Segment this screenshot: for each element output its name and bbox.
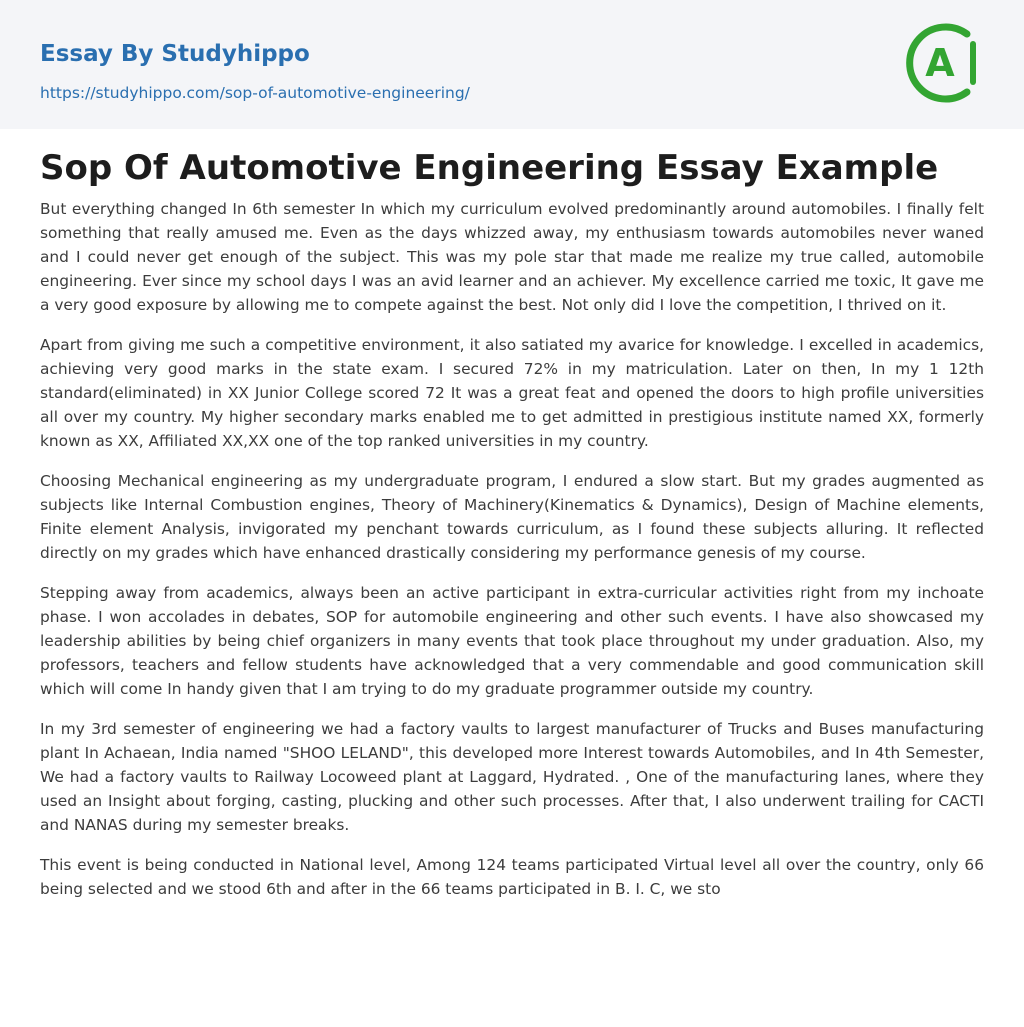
page-url-link[interactable]: https://studyhippo.com/sop-of-automotive-engineering/	[40, 84, 470, 102]
page-title: Sop Of Automotive Engineering Essay Example	[40, 148, 939, 188]
paragraph-5: In my 3rd semester of engineering we had a factory vaults to largest manufacturer of Trucks and Buses manufacturing plant In Achaean, India named "SHOO LELAND", this developed more Interest towards Automobiles, and In 4th Semester, We had a factory vaults to Railway Locoweed plant at Laggard, Hydrated. , One of the manufacturing lanes, where they used an Insight about forging, casting, plucking and other such processes. After that, I also underwent trailing for CACTI and NANAS during my semester breaks.	[40, 720, 984, 834]
logo-letter: A	[925, 41, 955, 85]
paragraph-3: Choosing Mechanical engineering as my undergraduate program, I endured a slow start. But my grades augmented as subjects like Internal Combustion engines, Theory of Machinery(Kinematics & Dynamics), Design of Machine elements, Finite element Analysis, invigorated my penchant towards curriculum, as I found these subjects alluring. It reflected directly on my grades which have enhanced drastically considering my performance genesis of my course.	[40, 472, 984, 562]
studyhippo-logo-icon[interactable]	[898, 20, 986, 106]
paragraph-1: But everything changed In 6th semester In which my curriculum evolved predominantly around automobiles. I finally felt something that really amused me. Even as the days whizzed away, my enthusiasm towards automobiles never waned and I could never get enough of the subject. This was my pole star that made me realize my true called, automobile engineering. Ever since my school days I was an avid learner and an achiever. My excellence carried me toxic, It gave me a very good exposure by allowing me to compete against the best. Not only did I love the competition, I thrived on it.	[40, 200, 984, 314]
site-header	[0, 0, 1024, 129]
paragraph-2: Apart from giving me such a competitive environment, it also satiated my avarice for knowledge. I excelled in academics, achieving very good marks in the state exam. I secured 72% in my matriculation. Later on then, In my 1 12th standard(eliminated) in XX Junior College scored 72 It was a great feat and opened the doors to high profile universities all over my country. My higher secondary marks enabled me to get admitted in prestigious institute named XX, formerly known as XX, Affiliated XX,XX one of the top ranked universities in my country.	[40, 336, 984, 450]
paragraph-4: Stepping away from academics, always been an active participant in extra-curricular activities right from my inchoate phase. I won accolades in debates, SOP for automobile engineering and other such events. I have also showcased my leadership abilities by being chief organizers in many events that took place throughout my under graduation. Also, my professors, teachers and fellow students have acknowledged that a very commendable and good communication skill which will come In handy given that I am trying to do my graduate programmer outside my country.	[40, 584, 984, 698]
article	[40, 145, 984, 917]
paragraph-6: This event is being conducted in National level, Among 124 teams participated Virtual level all over the country, only 66 being selected and we stood 6th and after in the 66 teams participated in B. I. C, we sto	[40, 856, 984, 898]
site-title[interactable]: Essay By Studyhippo	[40, 41, 310, 67]
